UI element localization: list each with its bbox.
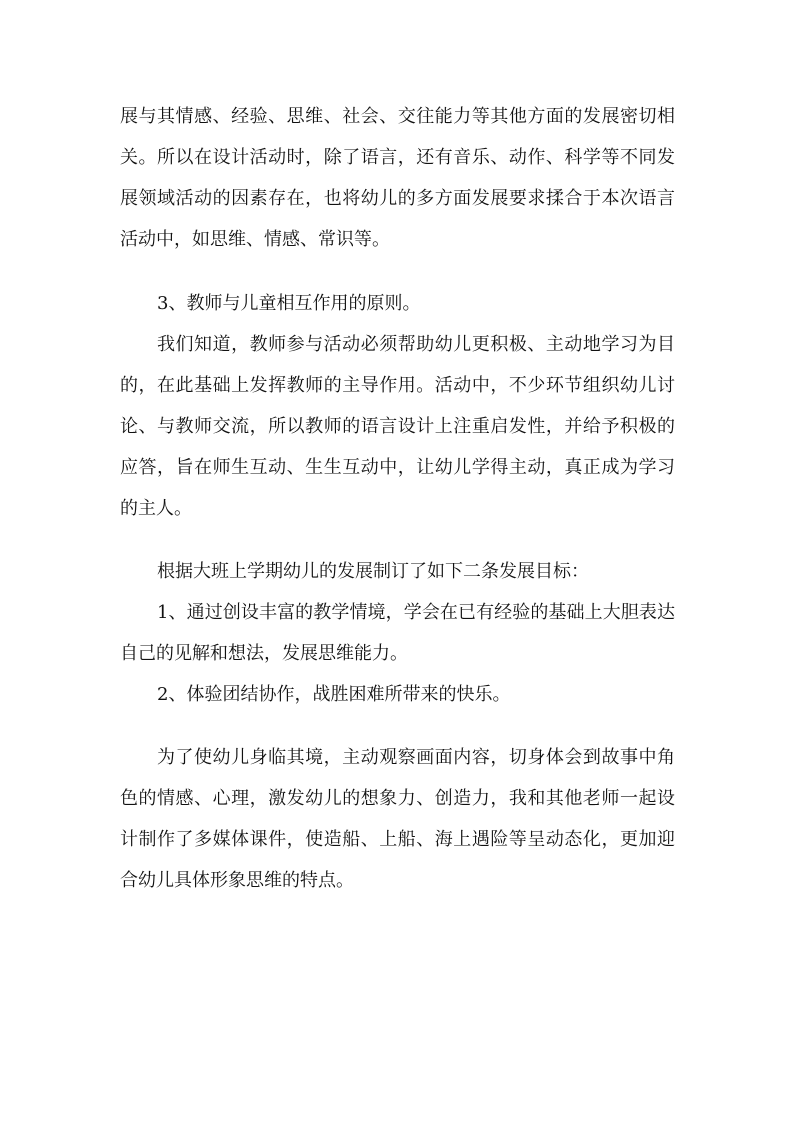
paragraph-principle-3-heading: 3、教师与儿童相互作用的原则。 (157, 293, 421, 314)
paragraph-goal-2: 2、体验团结协作，战胜困难所带来的快乐。 (157, 684, 511, 705)
paragraph-goal-1: 1、通过创设丰富的教学情境，学会在已有经验的基础上大胆表达自己的见解和想法，发展思维能力。 (120, 602, 675, 664)
paragraph-development-continuation: 展与其情感、经验、思维、社会、交往能力等其他方面的发展密切相关。所以在设计活动时，除了语言，还有音乐、动作、科学等不同发展领域活动的因素存在，也将幼儿的多方面发展要求揉合于本次语言活动中，如思维、情感、常识等。 (120, 106, 675, 250)
paragraph-teacher-role: 我们知道，教师参与活动必须帮助幼儿更积极、主动地学习为目的，在此基础上发挥教师的主导作用。活动中，不少环节组织幼儿讨论、与教师交流，所以教师的语言设计上注重启发性，并给予积极的应答，旨在师生互动、生生互动中，让幼儿学得主动，真正成为学习的主人。 (120, 334, 675, 519)
paragraph-goals-intro: 根据大班上学期幼儿的发展制订了如下二条发展目标： (157, 561, 589, 582)
paragraph-multimedia: 为了使幼儿身临其境，主动观察画面内容，切身体会到故事中角色的情感、心理，激发幼儿的想象力、创造力，我和其他老师一起设计制作了多媒体课件，使造船、上船、海上遇险等呈动态化，更加迎合幼儿具体形象思维的特点。 (120, 747, 675, 891)
